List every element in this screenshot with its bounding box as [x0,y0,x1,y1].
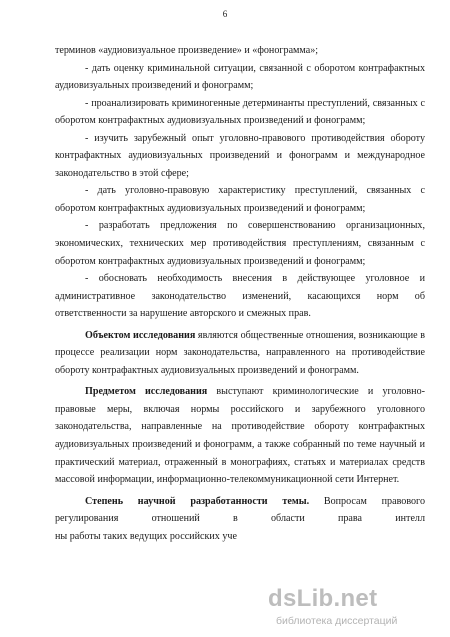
paragraph-research-degree [55,493,425,528]
page-number: 6 [222,9,228,19]
list-item-develop-proposals: - разработать предложения по совершенствованию организационных, экономических, технических мер противодействия преступлениям, связанным с оборотом контрафактных аудиовизуальных произведений и фонограмм; [55,220,425,267]
list-item-analyze-determinants: - проанализировать криминогенные детерминанты преступлений, связанных с оборотом контрафактных аудиовизуальных произведений и фонограмм; [55,97,425,127]
list-item-justify-amendments: - обосновать необходимость внесения в действующее уголовное и административное законодательство изменений, касающихся норм об ответственности за нарушение авторского и смежных прав. [55,273,425,320]
watermark-logo: dsLib.net [268,585,378,612]
watermark [268,585,448,631]
paragraph-truncated-line: ны работы таких ведущих российских уче [55,530,237,542]
research-object-text: являются общественные отношения, возникающие в процессе реализации норм законодательства, направленного на противодействие обороту контрафактных аудиовизуальных произведений и фонограмм. [55,329,425,376]
research-subject-term: Предметом исследования [85,386,208,398]
document-body [55,42,425,545]
list-item-legal-characteristic: - дать уголовно-правовую характеристику преступлений, связанных с оборотом контрафактных аудиовизуальных произведений и фонограмм; [55,185,425,214]
paragraph-research-subject [55,383,425,488]
list-item-assess-situation: - дать оценку криминальной ситуации, связанной с оборотом контрафактных аудиовизуальных произведений и фонограмм; [55,62,425,92]
research-object-term: Объектом исследования [85,329,196,341]
paragraph-terms: терминов «аудиовизуальное произведение» и «фонограмма»; [55,45,319,56]
list-item-study-foreign-experience: - изучить зарубежный опыт уголовно-правового противодействия обороту контрафактных аудиовизуальных произведений и фонограмм и международное законодательство в этой сфере; [55,132,425,179]
research-degree-term: Степень научной разработанности темы. [85,495,310,507]
research-subject-text: выступают криминологические и уголовно-правовые меры, включая нормы российского и зарубежного уголовного законодательства, направленные на противодействие обороту контрафактных аудиовизуальных произведений и фонограмм, а также собранный по теме научный и практический материал, отраженный в монографиях, статьях и материалах средств массовой информации, информационно-телекоммуникационной сети Интернет. [55,386,425,486]
watermark-tagline: библиотека диссертаций [276,615,398,627]
research-degree-text: Вопросам правового регулирования отношений в области права интелл [55,495,425,525]
paragraph-research-object [55,327,425,380]
